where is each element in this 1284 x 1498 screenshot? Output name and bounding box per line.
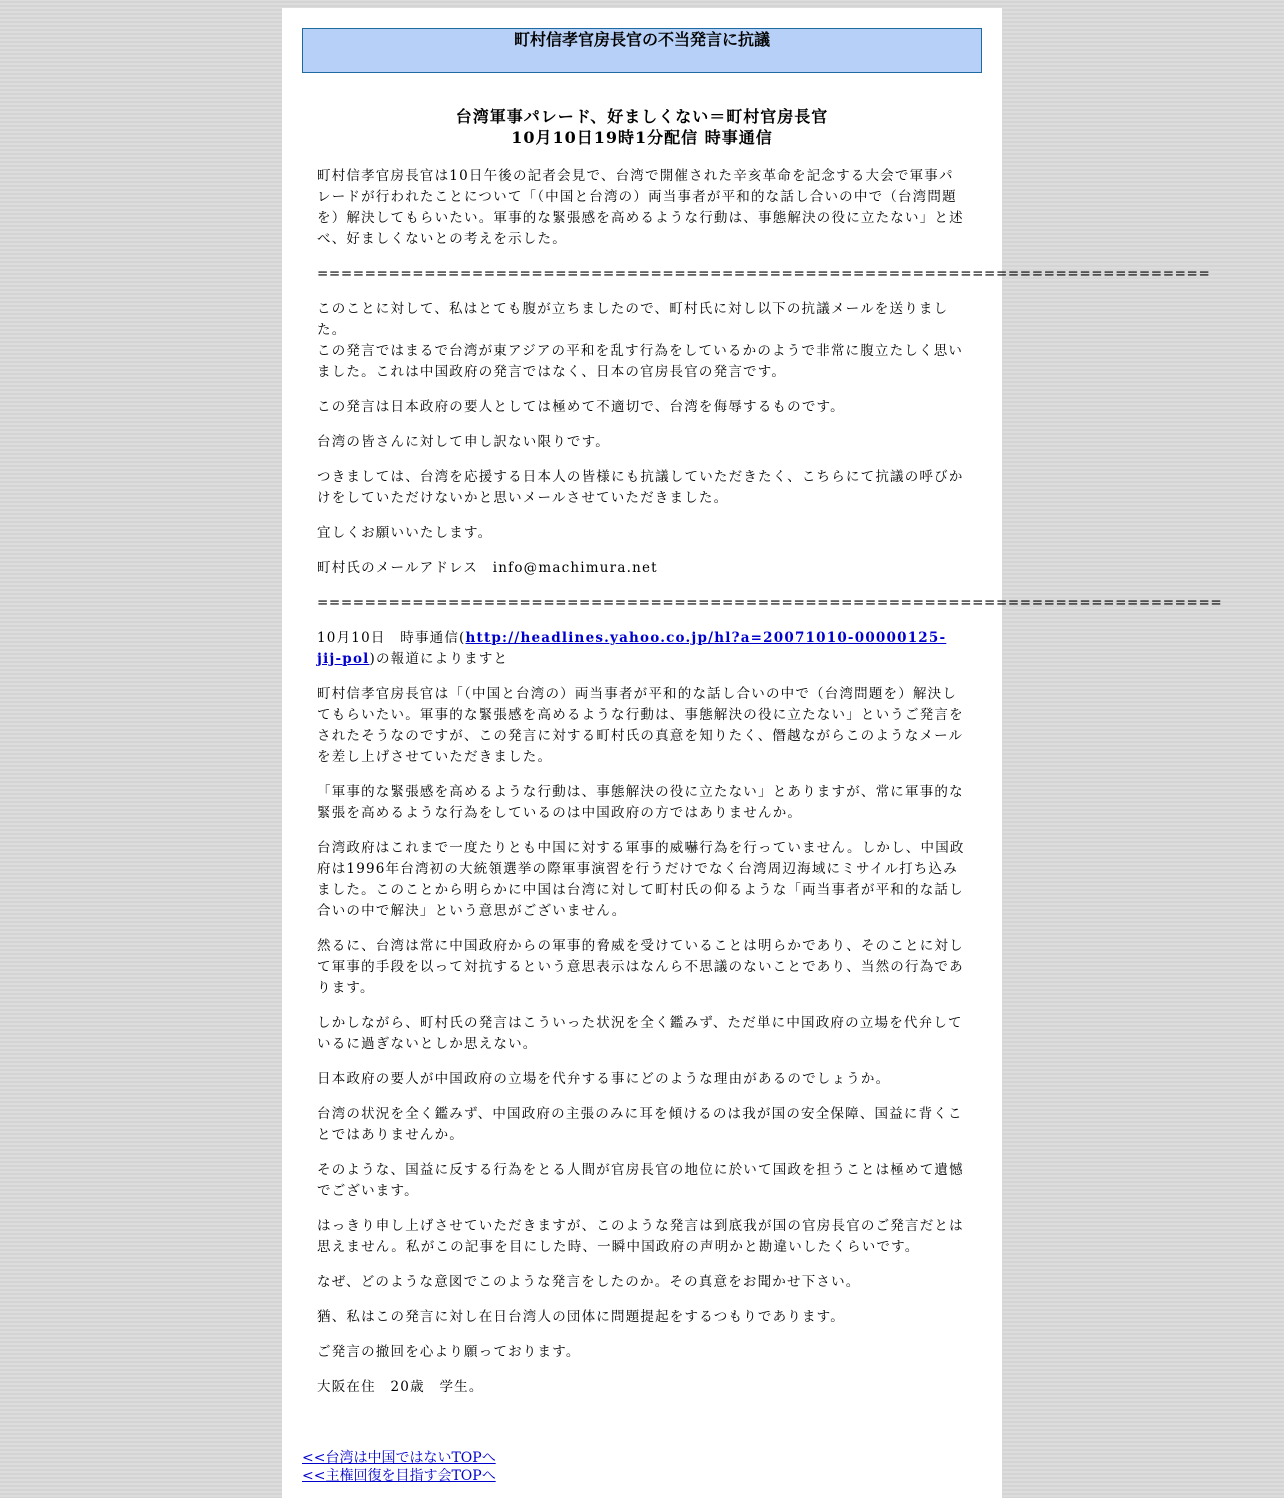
top-link-shuken[interactable]: <<主権回復を目指す会TOPへ <box>302 1468 496 1484</box>
footer-nav <box>302 1449 496 1485</box>
intro-sentence-2: この発言ではまるで台湾が東アジアの平和を乱す行為をしているかのようで非常に腹立たしく思いました。これは中国政府の発言ではなく、日本の官房長官の発言です。 <box>317 343 964 380</box>
mail-paragraph: 然るに、台湾は常に中国政府からの軍事的脅威を受けていることは明らかであり、そのことに対して軍事的手段を以って対抗するという意思表示はなんら不思議のないことであり、当然の行為であります。 <box>317 938 964 996</box>
mail-paragraph: ご発言の撤回を心より願っております。 <box>317 1344 581 1360</box>
mail-paragraph: そのような、国益に反する行為をとる人間が官房長官の地位に於いて国政を担うことは極めて遺憾でございます。 <box>317 1162 964 1199</box>
page-title-box <box>302 28 982 73</box>
intro-paragraph <box>317 299 967 383</box>
news-headline <box>302 106 982 148</box>
source-prefix: 10月10日 時事通信( <box>317 630 466 646</box>
source-link[interactable]: http://headlines.yahoo.co.jp/hl?a=20071010-00000125-jij-pol <box>317 630 947 667</box>
source-suffix: )の報道によりますと <box>369 651 509 667</box>
headline-dateline: 10月10日19時1分配信 時事通信 <box>511 128 773 147</box>
mail-paragraph: 猶、私はこの発言に対し在日台湾人の団体に問題提起をするつもりであります。 <box>317 1309 845 1325</box>
mail-paragraph: なぜ、どのような意図でこのような発言をしたのか。その真意をお聞かせ下さい。 <box>317 1274 861 1290</box>
email-address-line: 町村氏のメールアドレス info@machimura.net <box>317 560 658 576</box>
page-container <box>282 8 1223 1498</box>
mail-paragraph: しかしながら、町村氏の発言はこういった状況を全く鑑みず、ただ単に中国政府の立場を代弁しているに過ぎないとしか思えない。 <box>317 1015 963 1052</box>
paragraph: 台湾の皆さんに対して申し訳ない限りです。 <box>317 434 610 450</box>
mail-paragraph: 台湾政府はこれまで一度たりとも中国に対する軍事的威嚇行為を行っていません。しかし、中国政府は1996年台湾初の大統領選挙の際軍事演習を行うだけでなく台湾周辺海域にミサイル打ち込みました。このことから明らかに中国は台湾に対して町村氏の仰るような「両当事者が平和的な話し合いの中で解決」という意思がございません。 <box>317 840 965 919</box>
headline-title: 台湾軍事パレード、好ましくない＝町村官房長官 <box>455 107 829 126</box>
source-paragraph <box>317 628 967 670</box>
paragraph: つきましては、台湾を応援する日本人の皆様にも抗議していただきたく、こちらにて抗議の呼びかけをしていただけないかと思いメールさせていただきました。 <box>317 469 964 506</box>
article-body <box>317 166 1223 1412</box>
top-link-taiwan[interactable]: <<台湾は中国ではないTOPへ <box>302 1450 496 1466</box>
intro-sentence-1: このことに対して、私はとても腹が立ちましたので、町村氏に対し以下の抗議メールを送りました。 <box>317 301 949 338</box>
mail-paragraph: 台湾の状況を全く鑑みず、中国政府の主張のみに耳を傾けるのは我が国の安全保障、国益に背くことではありませんか。 <box>317 1106 963 1143</box>
mail-paragraph: 町村信孝官房長官は「（中国と台湾の）両当事者が平和的な話し合いの中で（台湾問題を）解決してもらいたい。軍事的な緊張感を高めるような行動は、事態解決の役に立たない」というご発言をされたそうなのですが、この発言に対する町村氏の真意を知りたく、僭越ながらこのようなメールを差し上げさせていただきました。 <box>317 686 964 765</box>
paragraph: 宜しくお願いいたします。 <box>317 525 493 541</box>
signature: 大阪在住 20歳 学生。 <box>317 1379 484 1395</box>
mail-paragraph: 日本政府の要人が中国政府の立場を代弁する事にどのような理由があるのでしょうか。 <box>317 1071 891 1087</box>
news-quote: 町村信孝官房長官は10日午後の記者会見で、台湾で開催された辛亥革命を記念する大会で軍事パレードが行われたことについて「（中国と台湾の）両当事者が平和的な話し合いの中で（台湾問題を）解決してもらいたい。軍事的な緊張感を高めるような行動は、事態解決の役に立たない」と述べ、好ましくないとの考えを示した。 <box>317 168 964 247</box>
mail-paragraph: はっきり申し上げさせていただきますが、このような発言は到底我が国の官房長官のご発言だとは思えません。私がこの記事を目にした時、一瞬中国政府の声明かと勘違いしたくらいです。 <box>317 1218 964 1255</box>
separator-line: =========================================================================== <box>317 266 1211 282</box>
paragraph: この発言は日本政府の要人としては極めて不適切で、台湾を侮辱するものです。 <box>317 399 845 415</box>
mail-paragraph: 「軍事的な緊張感を高めるような行動は、事態解決の役に立たない」とありますが、常に軍事的な緊張を高めるような行為をしているのは中国政府の方ではありませんか。 <box>317 784 964 821</box>
page-title: 町村信孝官房長官の不当発言に抗議 <box>513 32 770 49</box>
separator-line: ============================================================================ <box>317 595 1223 611</box>
